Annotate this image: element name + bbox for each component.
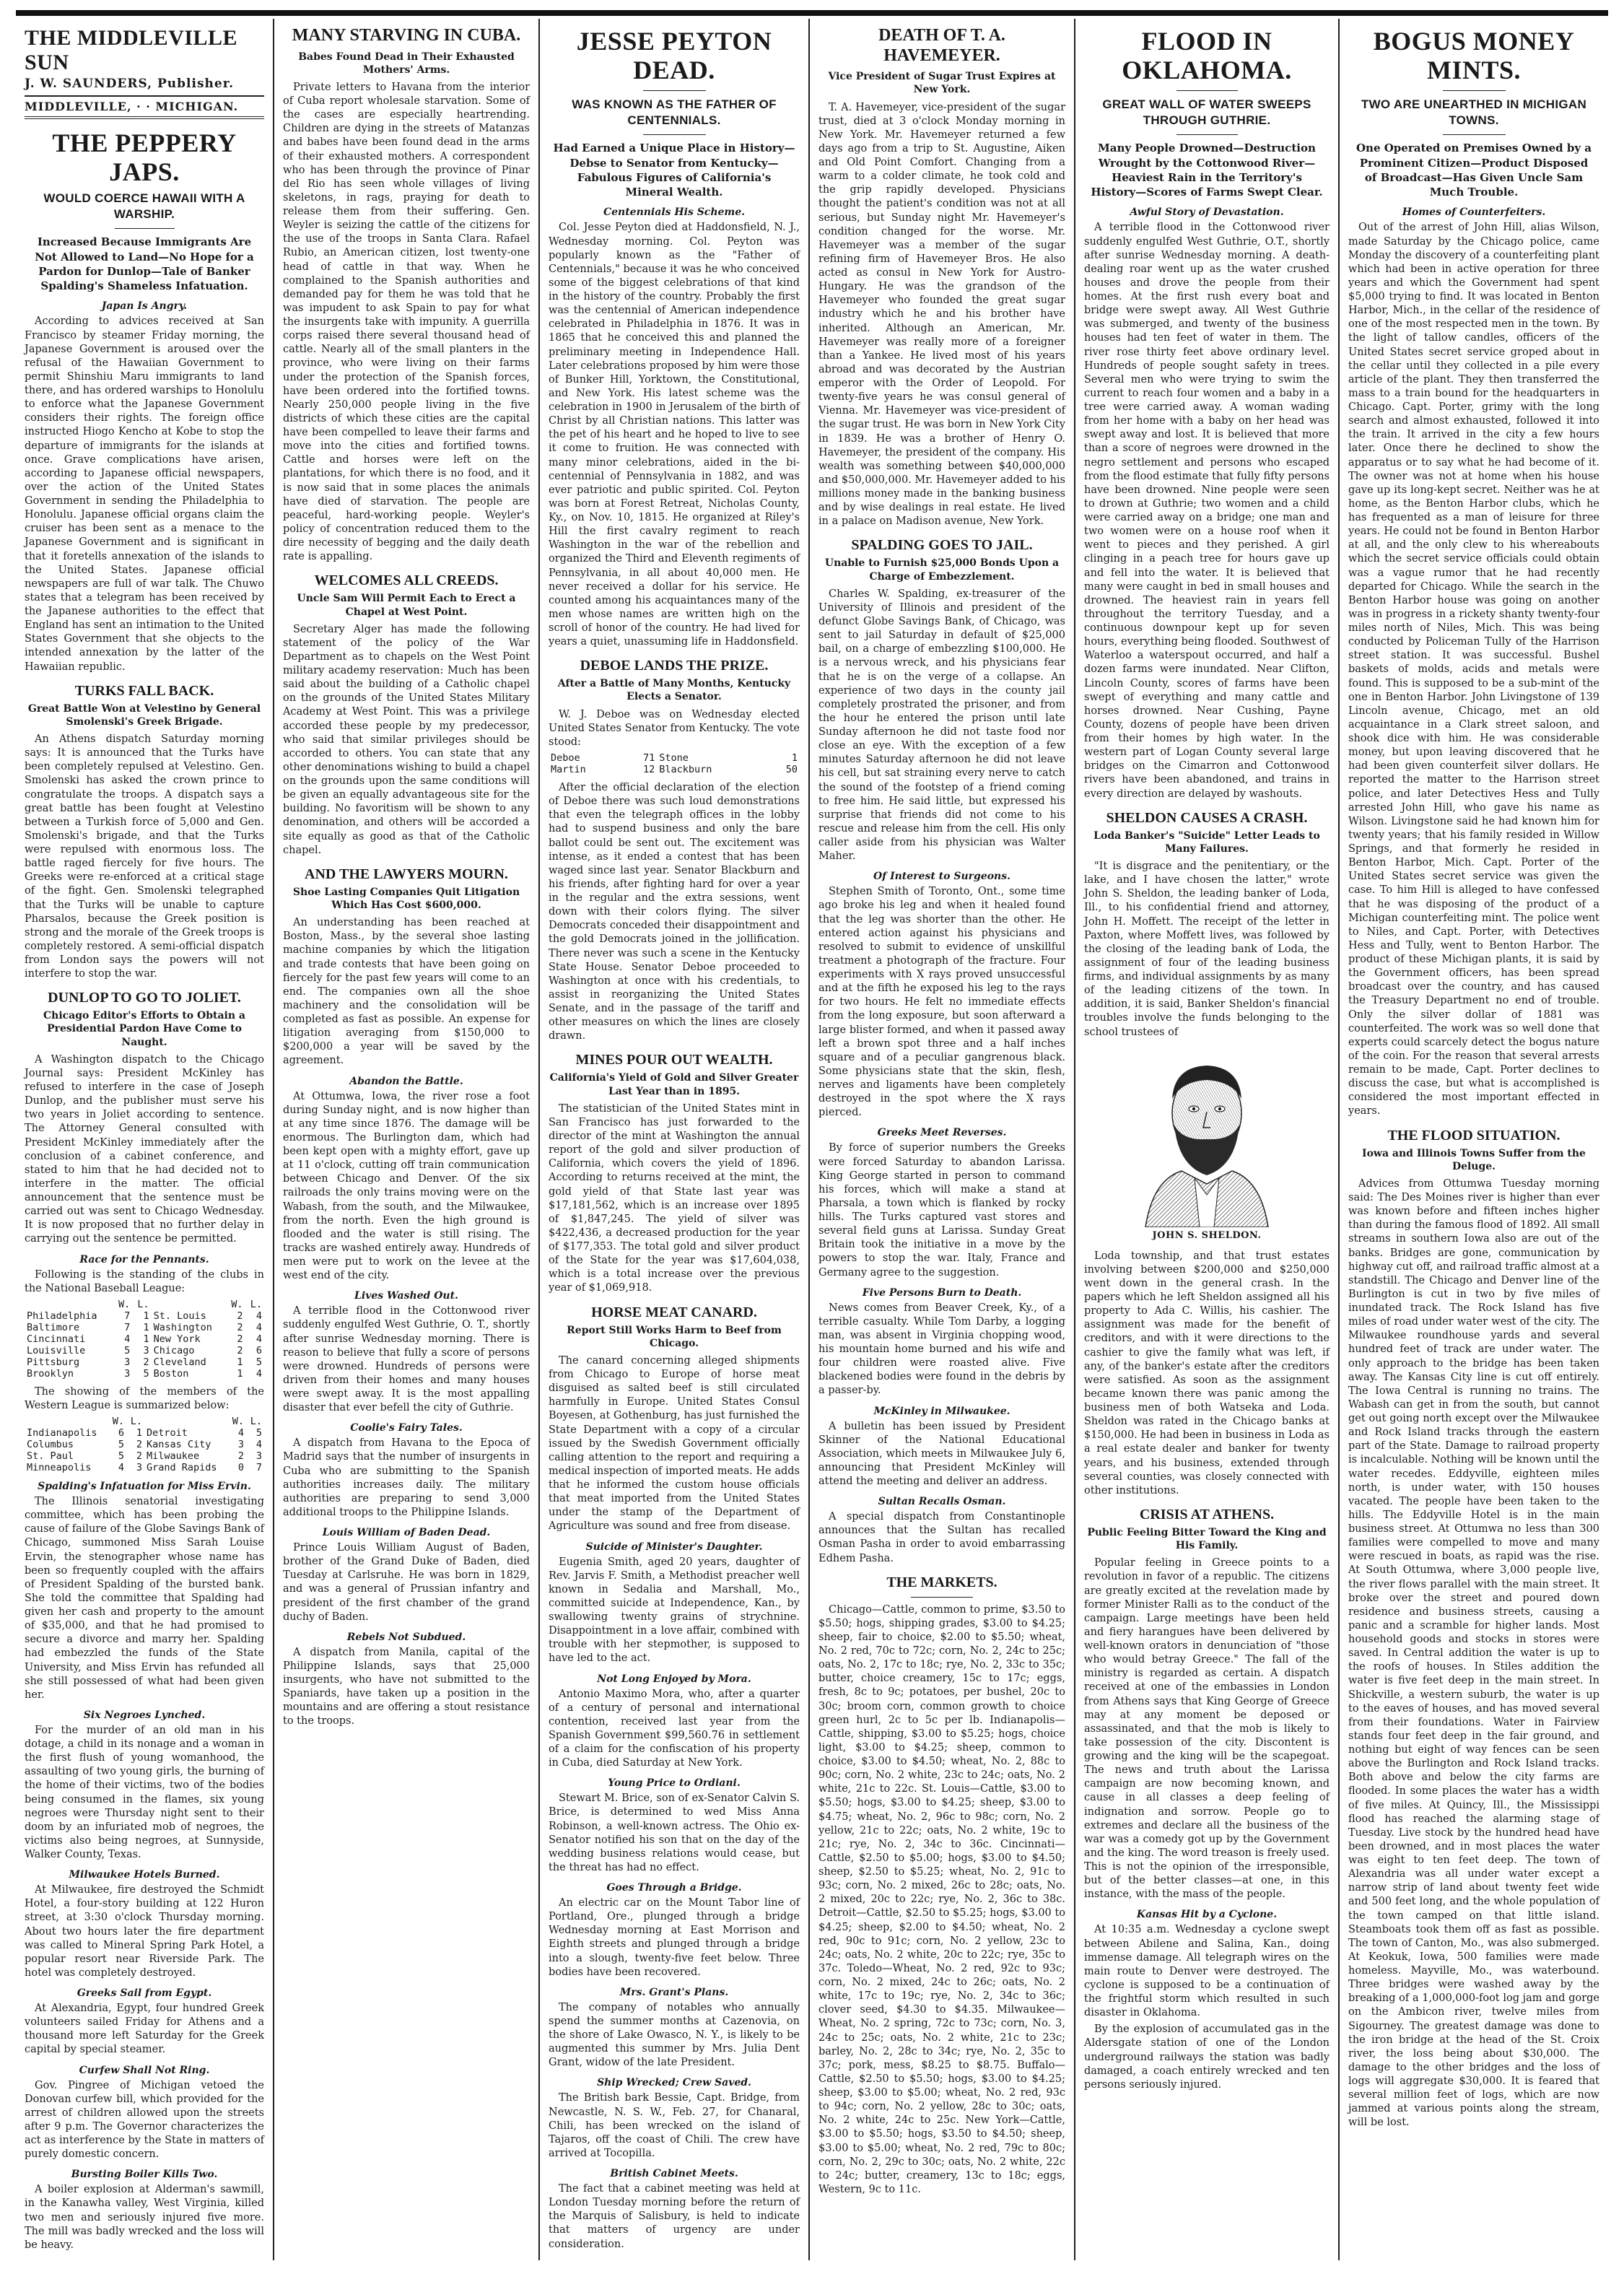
team-name: Chicago [153, 1344, 195, 1356]
item-head: Bursting Boiler Kills Two. [71, 2169, 218, 2181]
section-head: HORSE MEAT CANARD. [591, 1304, 757, 1320]
item-head: Mrs. Grant's Plans. [619, 1986, 729, 1998]
section-deck: Report Still Works Harm to Beef from Chicago. [567, 1324, 782, 1349]
item-head: Greeks Meet Reverses. [877, 1127, 1007, 1139]
portrait-john-sheldon [1084, 1047, 1330, 1241]
team-record: 2 [237, 1310, 243, 1322]
vote-count: 71 [642, 752, 655, 764]
article-text: News comes from Beaver Creek, Ky., of a terrible casualty. While Tom Darby, a logging man, was absent in Virginia chopping wood, his mountain home burned and his wife and four children were roasted alive. Five blackened bodies were found in the debris by a passer-by. [818, 1302, 1065, 1397]
standings-row [25, 1368, 264, 1380]
team-name: New York [153, 1333, 201, 1345]
section-deck: Iowa and Illinois Towns Suffer from the Deluge. [1362, 1147, 1586, 1172]
article-text: A Washington dispatch to the Chicago Journal says: President McKinley has refused to interfere in the case of Joseph Dunlop, and the publisher must serve his two years in Joliet according to sentence. The Attorney General consulted with President McKinley immediately after the conclusion of a cabinet conference, and stated to him that he had decided not to interfere in the matter. The official announcement that the sentence must be carried out was sent to Chicago Wednesday. It is now proposed that no further delay in carrying out the sentence be permitted. [25, 1053, 264, 1245]
article-text: A boiler explosion at Alderman's sawmill, in the Kanawha valley, West Virginia, killed two men and seriously injured five more. The mill was badly wrecked and the loss will be heavy. [25, 2184, 264, 2251]
team-record: 2 [237, 1321, 243, 1333]
section-deck: Shoe Lasting Companies Quit Litigation Which Has Cost $600,000. [292, 886, 520, 912]
standings-row [25, 1345, 264, 1356]
standings-row [25, 1450, 264, 1462]
item-head: Suicide of Minister's Daughter. [585, 1541, 763, 1553]
standings-row [25, 1427, 264, 1439]
standings-row [25, 1310, 264, 1322]
item-head: Race for the Pennants. [79, 1253, 209, 1265]
headline-jesse-peyton: JESSE PEYTON DEAD. [576, 27, 772, 84]
article-text: The statistician of the United States mint in San Francisco has just forwarded to the director of the mint at Washington the annual report of the gold and silver production of California, which covers the yield of 1896. According to returns received at the mint, the gold yield of that State last year was $17,181,562, which is an increase over 1895 of $1,847,245. The yield of silver was $422,436, a decreased production for the year of $177,353. The total gold and silver product of the State for the year was $17,604,038, which is a total increase over the previous year of $1,069,918. [549, 1102, 800, 1294]
article-text: A terrible flood in the Cottonwood river suddenly engulfed West Guthrie, O.T., shortly after sunrise Wednesday morning. A death-dealing roar went up as the water crushed houses and drove the people from their homes. At the first rush every boat and bridge were swept away. All West Guthrie was submerged, and twenty of the business houses had ten feet of water in them. The river rose thirty feet above ordinary level. Hundreds of people sought safety in trees. Several men who were trying to swim the current to reach four women and a baby in a tree were carried away. A woman wading from her home with a baby on her head was swept away and lost. It is believed that more than a score of negroes were drowned in the negro settlement and persons who escaped from the flood estimate that fully fifty persons have been drowned. Nine people were seen to drown at Guthrie; two women and a child were carried away on a bridge; one man and two women were on a house roof when it went to pieces and they perished. A girl clinging in a peach tree for hours gave up and fell into the water. It is believed that many were caught in bed in small houses and drowned. The heaviest rain in years fell throughout the territory Tuesday, and a continuous downpour kept up for seven hours, everything being flooded. Southwest of Waterloo a waterspout occurred, and half a dozen farms were inundated. Near Clifton, Lincoln County, scores of farms have been swept of everything and many cattle and horses drowned. Near Cushing, Payne County, dozens of people have been driven from their homes by high water. In the western part of Logan County several large bridges on the Cimarron and Cottonwood rivers have been abandoned, and trains in every direction are delayed by washouts. [1084, 222, 1330, 800]
headline-havemeyer: DEATH OF T. A. HAVEMEYER. [878, 26, 1005, 65]
item-head: Spalding's Infatuation for Miss Ervin. [38, 1481, 251, 1493]
team-name: Detroit [146, 1427, 188, 1439]
team-record: 3 [124, 1356, 131, 1368]
article-text: According to advices received at San Francisco by steamer Friday morning, the Japanese Government is aroused over the refusal of the Hawaiian Government to permit Shinshiu Maru immigrants to land there, and has ordered warships to Honolulu to enforce what the Japanese Government considers their rights. The foreign office instructed Hiogo Kencho at Kobe to stop the departure of immigrants for the islands at once. Grave complications have arisen, according to Japanese official newspapers, over the action of the United States Government in sending the Philadelphia to Honolulu. Japanese official organs claim the cruiser has been sent as a menace to the Japanese Government and is significant in that it foretells annexation of the islands to the United States. Japanese official newspapers are full of war talk. The Chuwo states that a telegram has been received by the Japanese authorities to the effect that England has sent an intimation to the United States Government that she objects to the intended annexation by the latter of the Hawaiian republic. [25, 315, 264, 673]
article-text: The British bark Bessie, Capt. Bridge, from Newcastle, N. S. W., Feb. 27, for Chanaral, Chili, has been wrecked on the island of Tajaros, off the coast of Chili. The crew have arrived at Tocopilla. [549, 2092, 800, 2159]
headline-bogus-money: BOGUS MONEY MINTS. [1373, 27, 1575, 84]
article-text: The canard concerning alleged shipments from Chicago to Europe of horse meat disguised as salted beef is still circulated harmfully in Europe. United States Consul Boyesen, at Gothenburg, has just furnished the State Department with a copy of a circular issued by the Swedish Government officially calling attention to the report and requiring a medical inspection of imported meats. He adds that he informed the custom house officials that meat imported from the United States under the stamp of the Department of Agriculture was sound and free from disease. [549, 1354, 800, 1533]
team-name: Milwaukee [146, 1450, 200, 1463]
masthead-title: THE MIDDLEVILLE SUN [25, 26, 238, 74]
vote-row [549, 764, 800, 775]
vote-count: 50 [785, 764, 798, 775]
divider [1443, 134, 1506, 135]
section-deck: California's Yield of Gold and Silver Greater Last Year than in 1895. [549, 1072, 799, 1097]
candidate-name: Deboe [551, 752, 580, 764]
team-record: 0 [237, 1462, 245, 1474]
standings-header-cell: L. [250, 1416, 262, 1428]
article-text: Private letters to Havana from the interior of Cuba report wholesale starvation. Some of the cases are especially heartrending. Children are dying in the streets of Matanzas and babes have been found dead in the arms of their exhausted mothers. A correspondent who has been through the province of Pinar del Rio has seen whole villages of living skeletons, in rags, praying for death to release them from their suffering. Gen. Weyler is seizing the cattle of the citizens for the use of the troops in Santa Clara. Rafael Rubio, an American citizen, lost twenty-one head of cattle in that way. When he complained to the Spanish authorities and demanded pay for them he was told that he was impudent to ask Spain to pay for what the insurgents take with impunity. A guerrilla corps raised there several thousand head of cattle. Nearly all of the small planters in the province, who were living on their farms under the protection of the Spanish forces, have been ordered into the fortified towns. Nearly 250,000 people living in the five districts of which these cities are the capital have been compelled to leave their farms and move into the cities and fortified towns. Cattle and horses were left on the plantations, for which there is no food, and it is now said that in some places the animals have died of starvation. The people are peaceful, hard-working people. Weyler's policy of concentration reduced them to the dire necessity of begging and the daily death rate is appalling. [283, 81, 530, 563]
divider [643, 90, 706, 91]
team-name: Pittsburg [27, 1356, 80, 1368]
item-head: Goes Through a Bridge. [606, 1882, 742, 1894]
standings-row [25, 1439, 264, 1450]
article-text: Secretary Alger has made the following statement of the policy of the War Department as to chapels on the West Point military academy reservation: Much has been said about the building of a Catholic chapel on the grounds of the United States Military Academy at West Point. This was a privilege accorded these people by my predecessor, who said that similar privileges should be accorded to others. You can state that any other denominations wishing to build a chapel on the grounds upon the same conditions will be given an equally advantageous site for the building. No favoritism will be shown to any denomination, and others will be accorded a site equally as good as that of the Catholic chapel. [283, 623, 530, 856]
section-head: TURKS FALL BACK. [74, 682, 214, 699]
portrait-engraving-icon [1131, 1047, 1283, 1227]
team-record: 4 [237, 1427, 245, 1439]
team-record: 5 [124, 1344, 131, 1356]
item-head: Rebels Not Subdued. [346, 1631, 466, 1643]
section-head: DUNLOP TO GO TO JOLIET. [48, 990, 241, 1006]
section-head: SPALDING GOES TO JAIL. [851, 537, 1033, 554]
section-head: MINES POUR OUT WEALTH. [575, 1052, 773, 1068]
team-record: 5 [256, 1427, 262, 1439]
column-3 [540, 19, 810, 2260]
subhead-bogus-money: TWO ARE UNEARTHED IN MICHIGAN TOWNS. [1361, 97, 1587, 128]
team-record: 3 [237, 1439, 245, 1451]
article-text: "It is disgrace and the penitentiary, or the lake, and I have chosen the latter," wrote John S. Sheldon, the leading banker of Loda, Ill., to his confidential friend and attorney, John H. Moffett. The receipt of the letter in Paxton, where Moffett lives, was followed by the closing of the leading bank of Loda, the assignment of four of the leading business firms, and individual assignments by as many of the leading citizens of the town. In addition, it is said, Banker Sheldon's financial troubles involve the funds belonging to the school trustees of [1084, 861, 1330, 1038]
team-record: 7 [124, 1321, 131, 1333]
team-record: 4 [256, 1310, 262, 1322]
team-record: 1 [143, 1333, 149, 1345]
article-text: Stewart M. Brice, son of ex-Senator Calvin S. Brice, is determined to wed Miss Anna Robinson, a well-known actress. The Ohio ex-Senator notified his son that on the day of the wedding business relations would cease, but the threat has had no effect. [549, 1792, 800, 1873]
subhead-jesse-peyton: WAS KNOWN AS THE FATHER OF CENTENNIALS. [572, 97, 777, 128]
column-6 [1340, 19, 1608, 2260]
article-text: Out of the arrest of John Hill, alias Wilson, made Saturday by the Chicago police, came Monday the discovery of a counterfeiting plant which had been in active operation for three years and which the Government had spent $5,000 trying to find. It was located in Benton Harbor, Mich., in the cellar of the residence of one of the most respected men in the town. By the light of tallow candles, officers of the United States secret service groped about in the cellar until they collected in a pile every article of the plant. They then transferred the mass to a train bound for the headquarters in Chicago. Capt. Porter, grimy with the long search and almost exhausted, followed it into the train. It arrived in the city a few hours later. Once there he declined to show the apparatus or to say what he had become of it. The owner was not at home when his house gave up its long-kept secret. Neither was he at home, as the Benton Harbor clubs, which he has frequented as a man of leisure for three years. He could not be found in Benton Harbor at all, and the only clew to his whereabouts which the secret service officials could obtain was a vague rumor that he had recently departed for Chicago. While the search in the Benton Harbor house was going on another was in progress in a rickety shanty twenty-four miles north of Niles, Mich. This was being conducted by Policeman Tully of the Harrison street station. It was successful. Bushel baskets of molds, acids and metals were found. This is supposed to be a sub-mint of the one in Benton Harbor. John Livingstone of 139 Lincoln avenue, Chicago, met an old acquaintance in a Clark street saloon, and shook dice with him. He was considerable money, but upon leaving discovered that he had been given counterfeit silver dollars. He reported the matter to the Harrison street police, and later Detectives Hess and Tully arrested John Hill, who gave his name as Wilson. Livingstone said he had known him for twenty years; that his family resided in Willow Springs, and that formerly he resided in Benton Harbor, Mich. Capt. Porter of the United States secret service was given the case. To him Hill is alleged to have confessed that he was disposing of the product of a Michigan counterfeiting mint. The police went to Niles, and Capt. Porter, with Detectives Hess and Tully, went to Benton Harbor. The product of these Michigan plants, it is said by the Government officers, has been spread broadcast over the country, and has caused the Treasury Department no end of trouble. Only the silver dollar of 1881 was counterfeited. The work was so well done that experts could scarcely detect the bogus nature of the coin. For the reason that several arrests remain to be made, Capt. Porter declines to discuss the case, but what is accomplished is considered the most important effected in years. [1348, 222, 1599, 1118]
standings-header-cell [144, 1416, 228, 1427]
item-head: Japan Is Angry. [101, 300, 188, 313]
standings-header-cell: W. [231, 1298, 243, 1310]
standings-row [25, 1462, 264, 1473]
national-league-table [25, 1299, 264, 1380]
article-text: The showing of the members of the Western League is summarized below: [25, 1385, 264, 1411]
team-record: 1 [136, 1427, 142, 1439]
masthead-place: MIDDLEVILLE, · · MICHIGAN. [25, 95, 264, 119]
standings-header-cell: W. [118, 1298, 131, 1310]
article-text: W. J. Deboe was on Wednesday elected United States Senator from Kentucky. The vote stood: [549, 708, 800, 748]
section-head: THE FLOOD SITUATION. [1387, 1127, 1560, 1143]
article-text: At 10:35 a.m. Wednesday a cyclone swept between Abilene and Salina, Kan., doing immense damage. All telegraph wires on the main route to Denver were destroyed. The cyclone is supposed to be a continuation of the frightful storm which resulted in such disaster in Oklahoma. [1084, 1924, 1330, 2019]
item-head: Homes of Counterfeiters. [1402, 206, 1546, 219]
headline-peppery-japs: THE PEPPERY JAPS. [52, 128, 237, 186]
article-text: At Alexandria, Egypt, four hundred Greek volunteers sailed Friday for Athens and a thousand more left Saturday for the Greek capital by special steamer. [25, 2003, 264, 2056]
item-head: McKinley in Milwaukee. [873, 1405, 1010, 1417]
team-record: 1 [237, 1356, 243, 1368]
section-head: CRISIS AT ATHENS. [1139, 1506, 1275, 1522]
item-head: Abandon the Battle. [349, 1075, 463, 1087]
team-record: 2 [237, 1333, 243, 1345]
team-record: 6 [118, 1427, 125, 1439]
team-name: Indianapolis [27, 1427, 97, 1439]
section-deck: Uncle Sam Will Permit Each to Erect a Chapel at West Point. [297, 593, 516, 618]
standings-header-cell: L. [250, 1298, 262, 1310]
section-deck: Unable to Furnish $25,000 Bonds Upon a Charge of Embezzlement. [824, 557, 1060, 583]
item-head: Centennials His Scheme. [603, 206, 746, 219]
team-record: 2 [136, 1450, 142, 1463]
team-record: 2 [136, 1439, 142, 1451]
standings-header-cell [152, 1299, 227, 1310]
article-text: Antonio Maximo Mora, who, after a quarter of a century of personal and international contention, received last year from the Spanish Government $99,560.76 in settlement of a claim for the confiscation of his property in Cuba, died Saturday at New York. [549, 1688, 800, 1769]
article-text: Eugenia Smith, aged 20 years, daughter of Rev. Jarvis F. Smith, a Methodist preacher well known in Sedalia and Marshall, Mo., committed suicide at Independence, Kan., by swallowing twenty grains of strychnine. Disappointment in a love affair, combined with trouble with her stepmother, is supposed to have led to the act. [549, 1556, 800, 1665]
team-record: 3 [136, 1462, 142, 1474]
section-deck: Babes Found Dead in Their Exhausted Mothers' Arms. [298, 51, 515, 76]
article-text: By force of superior numbers the Greeks were forced Saturday to abandon Larissa. King George started in person to command his forces, which will make a stand at Pharsala, a town which is flanked by rocky hills. The Turks captured vast stores and several field guns at Larissa. Sunday Great Britain took the initiative in a move by the powers to stop the war. Italy, France and Germany agree to the suggestion. [818, 1142, 1065, 1278]
article-text: The company of notables who annually spend the summer months at Cazenovia, on the shore of Lake Owasco, N. Y., is likely to be augmented this summer by Mrs. Julia Dent Grant, widow of the late President. [549, 2001, 800, 2069]
item-head: Ship Wrecked; Crew Saved. [597, 2077, 751, 2089]
team-name: Kansas City [146, 1439, 211, 1451]
team-record: 1 [143, 1310, 149, 1322]
item-head: Six Negroes Lynched. [83, 1709, 206, 1721]
item-head: British Cabinet Meets. [610, 2168, 738, 2179]
article-text: Col. Jesse Peyton died at Haddonsfield, N. J., Wednesday morning. Col. Peyton was popularly known as the "Father of Centennials," because it was he who conceived some of the biggest celebrations of that kind in the history of the country. Probably the first was the centennial of American independence celebrated in Philadelphia in 1876. It was in 1865 that he conceived this and planned the preliminary meeting in Independence Hall. Later celebrations proposed by him were those of Bunker Hill, Yorktown, the Constitutional, and New York. His latest scheme was the celebration in 1900 in Jerusalem of the birth of Christ by all Christian nations. This latter was the pet of his heart and he hoped to live to see it come to fruition. He was connected with many minor celebrations, aided in the bi-centennial of Pennsylvania in 1882, and was ever patriotic and public spirited. Col. Peyton was born at Forest Retreat, Nicholas County, Ky., on Nov. 10, 1815. He organized at Riley's Hill the first cavalry regiment to reach Washington in the war of the rebellion and organized the Third and Eleventh regiments of Pennsylvania, in all about 40,000 men. He never received a dollar for his service. He counted among his acquaintances many of the men whose names are written high on the scroll of honor of the country. He had lived for years a quiet, unassuming life in Haddonsfield. [549, 222, 800, 648]
article-text: The fact that a cabinet meeting was held at London Tuesday morning before the return of the Marquis of Salisbury, is held to indicate that matters of urgency are under consideration. [549, 2183, 800, 2250]
team-record: 3 [143, 1344, 149, 1356]
column-4 [810, 19, 1075, 2260]
deck-jesse-peyton: Had Earned a Unique Place in History—Debse to Senator from Kentucky—Fabulous Figures of California's Mineral Wealth. [553, 141, 795, 199]
team-record: 4 [256, 1333, 262, 1345]
article-text: A dispatch from Manila, capital of the Philippine Islands, says that 25,000 insurgents, who have not submitted to the Spaniards, have taken up a position in the mountains and are offering a stout resistance to the troops. [283, 1646, 530, 1728]
section-head: AND THE LAWYERS MOURN. [305, 866, 508, 882]
subhead-peppery-japs: WOULD COERCE HAWAII WITH A WARSHIP. [43, 191, 245, 222]
article-text: An Athens dispatch Saturday morning says: It is announced that the Turks have been completely repulsed at Velestino. Gen. Smolenski has asked the crown prince to congratulate the troops. A dispatch says a great battle has been fought at Velestino between a Turkish force of 5,000 and Gen. Smolenski's brigade, and that the Turks were repulsed with enormous loss. The battle raged fiercely for five hours. The Greeks were re-enforced at a critical stage of the fight. Gen. Smolenski telegraphed that the Turks will be unable to capture Pharsalos, because the Greek position is strong and the morale of the Greek troops is completely restored. A semi-official dispatch from London says the powers will not interfere to stop the war. [25, 733, 264, 980]
article-text: Prince Louis William August of Baden, brother of the Grand Duke of Baden, died Tuesday at Carlsruhe. He was born in 1829, and was a general of Prussian infantry and president of the first chamber of the grand duchy of Baden. [283, 1542, 530, 1623]
item-head: Greeks Sail from Egypt. [77, 1987, 212, 2000]
team-record: 7 [124, 1310, 131, 1322]
item-head: Lives Washed Out. [354, 1290, 458, 1302]
section-head: DEBOE LANDS THE PRIZE. [580, 658, 769, 674]
standings-header-cell: W. [232, 1416, 245, 1428]
article-text: An electric car on the Mount Tabor line of Portland, Ore., plunged through a bridge Wednesday morning at East Morrison and Eighth streets and plunged through a bridge into a slough, twenty-five feet below. Three bodies have been recovered. [549, 1897, 800, 1978]
headline-flood-oklahoma: FLOOD IN OKLAHOMA. [1122, 27, 1292, 84]
article-text: At Milwaukee, fire destroyed the Schmidt Hotel, a four-story building at 122 Huron street, at 3:30 o'clock Thursday morning. About two hours later the fire department was called to Mineral Spring Park Hotel, a popular resort near Riverside Park. The hotel was completely destroyed. [25, 1884, 264, 1979]
section-head: THE MARKETS. [886, 1574, 997, 1590]
headline-starving-cuba: MANY STARVING IN CUBA. [292, 26, 521, 45]
article-text: Chicago—Cattle, common to prime, $3.50 to $5.50; hogs, shipping grades, $3.00 to $4.25; sheep, fair to choice, $2.00 to $5.50; wheat, No. 2 red, 70c to 72c; corn, No. 2, 24c to 25c; oats, No. 2, 17c to 18c; rye, No. 2, 33c to 35c; butter, choice creamery, 15c to 17c; eggs, fresh, 8c to 9c; potatoes, per bushel, 20c to 30c; broom corn, common growth to choice green hurl, 2c to 5c per lb. Indianapolis—Cattle, shipping, $3.00 to $5.25; hogs, choice light, $3.00 to $4.25; sheep, common to choice, $3.00 to $4.50; wheat, No. 2, 88c to 90c; corn, No. 2 white, 23c to 24c; oats, No. 2 white, 21c to 22c. St. Louis—Cattle, $3.00 to $5.50; hogs, $3.00 to $4.25; sheep, $3.00 to $4.75; wheat, No. 2, 96c to 98c; corn, No. 2 yellow, 21c to 22c; oats, No. 2 white, 19c to 21c; rye, No. 2, 34c to 36c. Cincinnati—Cattle, $2.50 to $5.00; hogs, $3.00 to $4.50; sheep, $2.50 to $5.25; wheat, No. 2, 91c to 93c; corn, No. 2 mixed, 26c to 28c; oats, No. 2 mixed, 20c to 22c; rye, No. 2, 36c to 38c. Detroit—Cattle, $2.50 to $5.25; hogs, $3.00 to $4.25; sheep, $2.00 to $4.50; wheat, No. 2 red, 90c to 91c; corn, No. 2 yellow, 23c to 24c; oats, No. 2 white, 20c to 22c; rye, 35c to 37c. Toledo—Wheat, No. 2 red, 92c to 93c; corn, No. 2 mixed, 24c to 26c; oats, No. 2 white, 17c to 19c; rye, No. 2, 34c to 36c; clover seed, $4.30 to $4.35. Milwaukee—Wheat, No. 2 spring, 72c to 73c; corn, No. 3, 24c to 25c; oats, No. 2 white, 21c to 23c; barley, No. 2, 28c to 34c; rye, No. 2, 35c to 37c; pork, mess, $8.25 to $8.75. Buffalo—Cattle, $2.50 to $5.50; hogs, $3.00 to $4.25; sheep, $3.00 to $5.00; wheat, No. 2 red, 93c to 94c; corn, No. 2 yellow, 28c to 30c; oats, No. 2 white, 24c to 25c. New York—Cattle, $3.00 to $5.50; hogs, $3.50 to $4.50; sheep, $3.00 to $5.00; wheat, No. 2 red, 79c to 80c; corn, No. 2, 29c to 30c; oats, No. 2 white, 22c to 24c; butter, creamery, 13c to 18c; eggs, Western, 9c to 11c. [818, 1603, 1065, 2195]
vote-count: 1 [791, 752, 798, 764]
article-text: A bulletin has been issued by President Skinner of the National Educational Association, which meets in Milwaukee July 6, announcing that President McKinley will attend the meeting and deliver an address. [818, 1420, 1065, 1488]
article-text: Stephen Smith of Toronto, Ont., some time ago broke his leg and when it healed found that the leg was shorter than the other. He entered action against his physicians and resolved to submit to evidence of unskillful treatment a photograph of the fracture. Four experiments with X rays proved unsuccessful and at the fifth he exposed his leg to the rays for two hours. He felt no immediate effects from the long exposure, but soon afterward a large blister formed, and when it passed away left a brown spot three and a half inches square and of a peculiar gangrenous black. Some physicians state that the skin, flesh, nerves and ligaments have been completely destroyed in the spot where the X rays pierced. [818, 886, 1065, 1119]
item-head: Milwaukee Hotels Burned. [69, 1869, 220, 1881]
top-rule [16, 10, 1608, 16]
article-text: A special dispatch from Constantinople announces that the Sultan has recalled Osman Pasha in order to avoid embarrassing Edhem Pasha. [818, 1511, 1065, 1564]
column-1 [16, 19, 274, 2260]
portrait-caption: JOHN S. SHELDON. [1152, 1229, 1262, 1241]
item-head: Of Interest to Surgeons. [873, 871, 1010, 883]
team-record: 1 [237, 1367, 243, 1380]
article-text: Following is the standing of the clubs in the National Baseball League: [25, 1268, 264, 1294]
article-text: After the official declaration of the election of Deboe there was such loud demonstrations that even the telegraph offices in the lobby had to suspend business and only the bare ballot could be sent out. The excitement was intense, as it ended a contest that has been waged since last year. Senator Blackburn and his friends, after fighting hard for over a year in the regular and the extra sessions, went down with their colors flying. The silver Democrats conceded their disappointment and the gold Democrats joined in the jollification. There never was such a scene in the Kentucky State House. Senator Deboe proceeded to Washington at once with his credentials, to assist in reorganizing the United States Senate, and in the passage of the tariff and other measures on which the lines are closely drawn. [549, 782, 800, 1042]
vote-row [549, 752, 800, 764]
team-record: 1 [143, 1321, 149, 1333]
divider [1176, 134, 1238, 135]
article-text: For the murder of an old man in his dotage, a child in its nonage and a woman in the first flush of young womanhood, the assaulting of two young girls, the burning of the home of their victims, two of the bodies being consumed in the flames, six young negroes were Thursday night sent to their doom by an infuriated mob of negroes, the victims also being negroes, at Sunnyside, Walker County, Texas. [25, 1724, 264, 1861]
divider [1443, 90, 1506, 91]
western-league-table [25, 1416, 264, 1473]
vote-count: 12 [642, 764, 655, 775]
section-deck: Great Battle Won at Velestino by General Smolenski's Greek Brigade. [27, 702, 261, 728]
article-text: Loda township, and that trust estates involving between $200,000 and $250,000 went down in the general crash. In the papers which he left Sheldon assigned all his property to Ada C. Willis, his cashier. The assignment was made for the benefit of creditors, and with it were directions to the cashier to give the family what was left, if any, of the banker's estate after the creditors were satisfied. As soon as the assignment became known there was panic among the business men of both Watseka and Loda. Sheldon was rated in the Chicago banks at $150,000. He had been in business in Loda as a real estate dealer and banker for twenty years, and his business, extended through several counties, was closely connected with other institutions. [1084, 1250, 1330, 1497]
team-record: 5 [256, 1356, 262, 1368]
team-name: Baltimore [27, 1321, 80, 1333]
team-name: Minneapolis [27, 1462, 92, 1474]
team-name: Philadelphia [27, 1310, 97, 1322]
article-text: By the explosion of accumulated gas in the Aldersgate station of one of the London underground railways the station was badly damaged, a coach entirely wrecked and ten persons seriously injured. [1084, 2023, 1330, 2091]
team-record: 5 [143, 1367, 149, 1380]
standings-header-cell: L. [137, 1298, 149, 1310]
standings-header-cell [25, 1416, 108, 1427]
team-name: Louisville [27, 1344, 86, 1356]
team-name: Columbus [27, 1439, 74, 1451]
team-record: 2 [237, 1344, 243, 1356]
item-head: Awful Story of Devastation. [1130, 206, 1284, 219]
team-name: Washington [153, 1321, 212, 1333]
standings-header-row [25, 1299, 264, 1310]
article-text: At Ottumwa, Iowa, the river rose a foot during Sunday night, and is now higher than at any time since 1876. The damage will be enormous. The Burlington dam, which had been kept open with a mighty effort, gave up at 11 o'clock, cutting off train communication between Chicago and Denver. Of the six railroads the only trains moving were on the Wabash, from the south, and the Milwaukee, from the north. Even the high ground is flooded and the water is still rising. The tracks are washed entirely away. Hundreds of men were put to work on the levee at the west end of the city. [283, 1090, 530, 1282]
team-name: Cleveland [153, 1356, 206, 1368]
article-text: An understanding has been reached at Boston, Mass., by the several shoe lasting machine companies by which the litigation and trade contests that have been going on fiercely for the past few years will come to an end. The companies own all the shoe machinery and the consolidation will be completed as fast as possible. An expense for litigation averaging from $150,000 to $200,000 a year will be saved by the agreement. [283, 917, 530, 1067]
item-head: Louis William of Baden Dead. [322, 1527, 491, 1539]
standings-row [25, 1333, 264, 1345]
section-deck: Public Feeling Bitter Toward the King and His Family. [1087, 1526, 1327, 1552]
article-text: T. A. Havemeyer, vice-president of the sugar trust, died at 3 o'clock Monday morning in New York. Mr. Havemeyer returned a few days ago from a trip to St. Augustine, Aiken and Old Point Comfort. Changing from a warm to a colder climate, he took cold and the grip rapidly developed. Physicians thought the patient's condition was not at all serious, but Sunday night Mr. Havemeyer's condition changed for the worse. Mr. Havemeyer was a member of the sugar refining firm of Havemeyer Bros. He also acted as consul in New York for Austro-Hungary. He was the grandson of the Havemeyer who founded the great sugar industry which he and his brother have inherited. Although an American, Mr. Havemeyer was really more of a foreigner than a Yankee. He lived most of his years abroad and was decorated by the Austrian emperor with the Order of Leopold. For twenty-five years he was consul general of Vienna. Mr. Havemeyer was vice-president of the sugar trust. He was born in New York City in 1839. He was a brother of Henry O. Havemeyer, the president of the company. His wealth was something between $40,000,000 and $50,000,000. Mr. Havemeyer added to his millions money made in the banking business and by wise dealings in real estate. He lived in a palace on Madison avenue, New York. [818, 101, 1065, 528]
item-head: Sultan Recalls Osman. [878, 1496, 1006, 1508]
team-record: 5 [118, 1450, 125, 1463]
standings-header-cell [25, 1299, 113, 1310]
team-record: 5 [118, 1439, 125, 1451]
senate-vote-table [549, 752, 800, 775]
team-name: Boston [153, 1367, 189, 1380]
section-deck: Loda Banker's "Suicide" Letter Leads to Many Failures. [1093, 829, 1320, 855]
team-record: 3 [124, 1367, 131, 1380]
team-name: Brooklyn [27, 1367, 74, 1380]
item-head: Not Long Enjoyed by Mora. [597, 1673, 751, 1685]
team-record: 4 [124, 1333, 131, 1345]
masthead-publisher: J. W. SAUNDERS, Publisher. [25, 77, 235, 91]
deck-flood-oklahoma: Many People Drowned—Destruction Wrought by the Cottonwood River—Heaviest Rain in the Territory's History—Scores of Farms Swept Clear. [1091, 141, 1323, 199]
article-text: Popular feeling in Greece points to a revolution in favor of a republic. The citizens are greatly excited at the revelation made by former Minister Ralli as to the conduct of the campaign. Large meetings have been held and fiery harangues have been delivered by well-known orators in denunciation of "those who would betray Greece." The fall of the ministry is regarded as certain. A dispatch received at one of the embassies in London from Athens says that King George of Greece may at any moment be deposed or assassinated, and that the mob is likely to take possession of the city. Discontent is growing and the king will be the scapegoat. The news and truth about the Larissa campaign are now becoming known, and cause in all classes a deep feeling of indignation and sorrow. People go to extremes and declare all the business of the war was a comedy got up by the Government and the king. The word treason is freely used. This is not the opinion of the irresponsible, but of the better classes—at one, in this instance, with the mass of the people. [1084, 1557, 1330, 1901]
section-deck: After a Battle of Many Months, Kentucky Elects a Senator. [557, 678, 791, 703]
article-text: Charles W. Spalding, ex-treasurer of the University of Illinois and president of the defunct Globe Savings Bank, of Chicago, was sent to jail Saturday in default of $25,000 bail, on a charge of embezzling $100,000. He is a nervous wreck, and his physicians fear that he is on the verge of a collapse. An experience of two days in the county jail completely prostrated the prisoner, and from the hour he entered the prison until late Sunday afternoon he did not taste food nor close an eye. With the exception of a few minutes Saturday afternoon he did not leave his cell, but sat straining every nerve to catch the sound of the footstep of a friend coming to free him. He said little, but expressed his surprise that friends did not come to his rescue and release him from the cell. His only caller aside from his physician was Walter Maher. [818, 588, 1065, 863]
section-head: SHELDON CAUSES A CRASH. [1106, 809, 1308, 826]
candidate-name: Martin [551, 764, 586, 775]
article-text: Advices from Ottumwa Tuesday morning said: The Des Moines river is higher than ever was known before and fifteen inches higher than during the famous flood of 1892. All small streams in southern Iowa also are out of the banks. Bridges are gone, communication by highway cut off, and railroad traffic almost at a standstill. The Chicago and Denver line of the Burlington is cut in two by five miles of inundated track. The Rock Island has five miles of road under water west of the city. The Milwaukee roundhouse yards and several hundred feet of track are under water. The only approach to the bridge has been taken away. The Kansas City line is cut off entirely. The Iowa Central is running no trains. The Wabash can get in from the south, but cannot get out going north except over the Milwaukee and Rock Island tracks through the eastern part of the State. Damage to railroad property is incalculable. Nothing will be known until the water recedes. Eddyville, eighteen miles north, is under water, with 150 houses vacated. The people have been taken to the hills. The Eddyville Hotel is in the main business street. At Ottumwa no less than 300 families were compelled to move and many were rescued in boats, as rapid was the rise. At South Ottumwa, where 3,000 people live, the river flows parallel with the main street. It broke over the street and poured down residence and business streets, causing a panic and a scramble for higher lands. Most household goods and stocks in stores were saved. In Central addition the water is up to the roofs of houses. In Stiles addition the water is five feet deep in the main street. In Shickville, a western suburb, the water is up to the eaves of houses, and has moved several from their foundations. Water in Fairview stands four feet deep in the fair ground, and nothing but eight of way fences can be seen above the Burlington and Rock Island tracks. Both above and below the city farms are flooded. In some places the water has a width of five miles. At Quincy, Ill., the Mississippi flood has reached the alarming stage of Tuesday. Live stock by the hundred head have been drowned, and in most places the water was eight to ten feet deep. The town of Alexandria was all under water except a narrow strip of land about twenty feet wide and 500 feet long, and the whole population of the town camped on that little island. Steamboats took them off as fast as possible. The town of Canton, Mo., was also submerged. At Keokuk, Iowa, 500 families were made homeless. Mayville, Mo., was waterbound. Three bridges were washed away by the breaking of a 1,000,000-foot log jam and gorge on the Ambicon river, twelve miles from Sigourney. The greatest damage was done to the iron bridge at the head of the St. Croix river, the loss being about $30,000. The damage to the other bridges and the loss of logs will aggregate $30,000. It is feared that several million feet of logs, which are now jammed at various points along the stream, will be lost. [1348, 1177, 1599, 2129]
divider [115, 228, 175, 229]
team-record: 2 [143, 1356, 149, 1368]
team-record: 4 [256, 1321, 262, 1333]
team-name: Grand Rapids [146, 1462, 217, 1474]
item-head: Coolie's Fairy Tales. [350, 1422, 463, 1434]
team-name: St. Paul [27, 1450, 74, 1463]
standings-row [25, 1356, 264, 1368]
standings-row [25, 1322, 264, 1333]
team-name: Cincinnati [27, 1333, 86, 1345]
article-text: A terrible flood in the Cottonwood river suddenly engulfed West Guthrie, O. T., shortly after sunrise Wednesday morning. There is reason to believe that fully a score of persons were drowned. Hundreds of persons were driven from their homes and many houses were swept away. It is the most appalling disaster that ever befell the city of Guthrie. [283, 1305, 530, 1414]
column-5 [1075, 19, 1340, 2260]
article-text: A dispatch from Havana to the Epoca of Madrid says that the number of insurgents in Cuba who are submitting to the Spanish authorities increases daily. The military authorities are preparing to send 3,000 additional troops to the Philippine Islands. [283, 1437, 530, 1518]
team-record: 4 [256, 1367, 262, 1380]
team-record: 4 [118, 1462, 125, 1474]
candidate-name: Stone [659, 752, 689, 764]
section-deck: Vice President of Sugar Trust Expires at New York. [828, 71, 1056, 96]
column-2 [274, 19, 540, 2260]
section-head: WELCOMES ALL CREEDS. [314, 572, 499, 589]
deck-peppery-japs: Increased Because Immigrants Are Not Allowed to Land—No Hope for a Pardon for Dunlop—Tale of Banker Spalding's Shameless Infatuation. [35, 235, 254, 293]
section-deck: Chicago Editor's Efforts to Obtain a Presidential Pardon Have Come to Naught. [43, 1010, 245, 1048]
standings-header-row [25, 1416, 264, 1427]
article-text: Gov. Pingree of Michigan vetoed the Donovan curfew bill, which provided for the arrest of children allowed upon the streets after 9 p.m. The Governor characterizes the act as interference by the State in matters of purely domestic concern. [25, 2079, 264, 2161]
standings-header-cell: L. [130, 1416, 142, 1428]
team-record: 6 [256, 1344, 262, 1356]
deck-bogus-money: One Operated on Premises Owned by a Prominent Citizen—Product Disposed of Broadcast—Has Given Uncle Sam Much Trouble. [1355, 141, 1592, 199]
item-head: Kansas Hit by a Cyclone. [1136, 1909, 1278, 1921]
article-text: The Illinois senatorial investigating committee, which has been probing the cause of failure of the Globe Savings Bank of Chicago, summoned Miss Sarah Louise Ervin, the stenographer whose name has been so frequently coupled with the affairs of President Spalding of the bursted bank. She told the committee that Spalding had given her cash and property to the amount of $35,000, and that he had promised to secure a divorce and marry her. Spalding had embezzled the funds of the State University, and Miss Ervin has refunded all she still possessed of what had been given her. [25, 1496, 264, 1701]
divider [643, 134, 706, 135]
divider [911, 1597, 973, 1598]
item-head: Young Price to Ordiani. [608, 1777, 741, 1790]
standings-header-cell: W. [112, 1416, 125, 1428]
candidate-name: Blackburn [659, 764, 712, 775]
team-record: 3 [256, 1450, 262, 1463]
item-head: Curfew Shall Not Ring. [79, 2064, 210, 2076]
subhead-flood-oklahoma: GREAT WALL OF WATER SWEEPS THROUGH GUTHRIE. [1102, 97, 1311, 128]
team-record: 4 [256, 1439, 262, 1451]
item-head: Five Persons Burn to Death. [862, 1286, 1022, 1299]
team-record: 2 [237, 1450, 245, 1463]
team-record: 7 [256, 1462, 262, 1474]
divider [1176, 90, 1238, 91]
team-name: St. Louis [153, 1310, 206, 1322]
